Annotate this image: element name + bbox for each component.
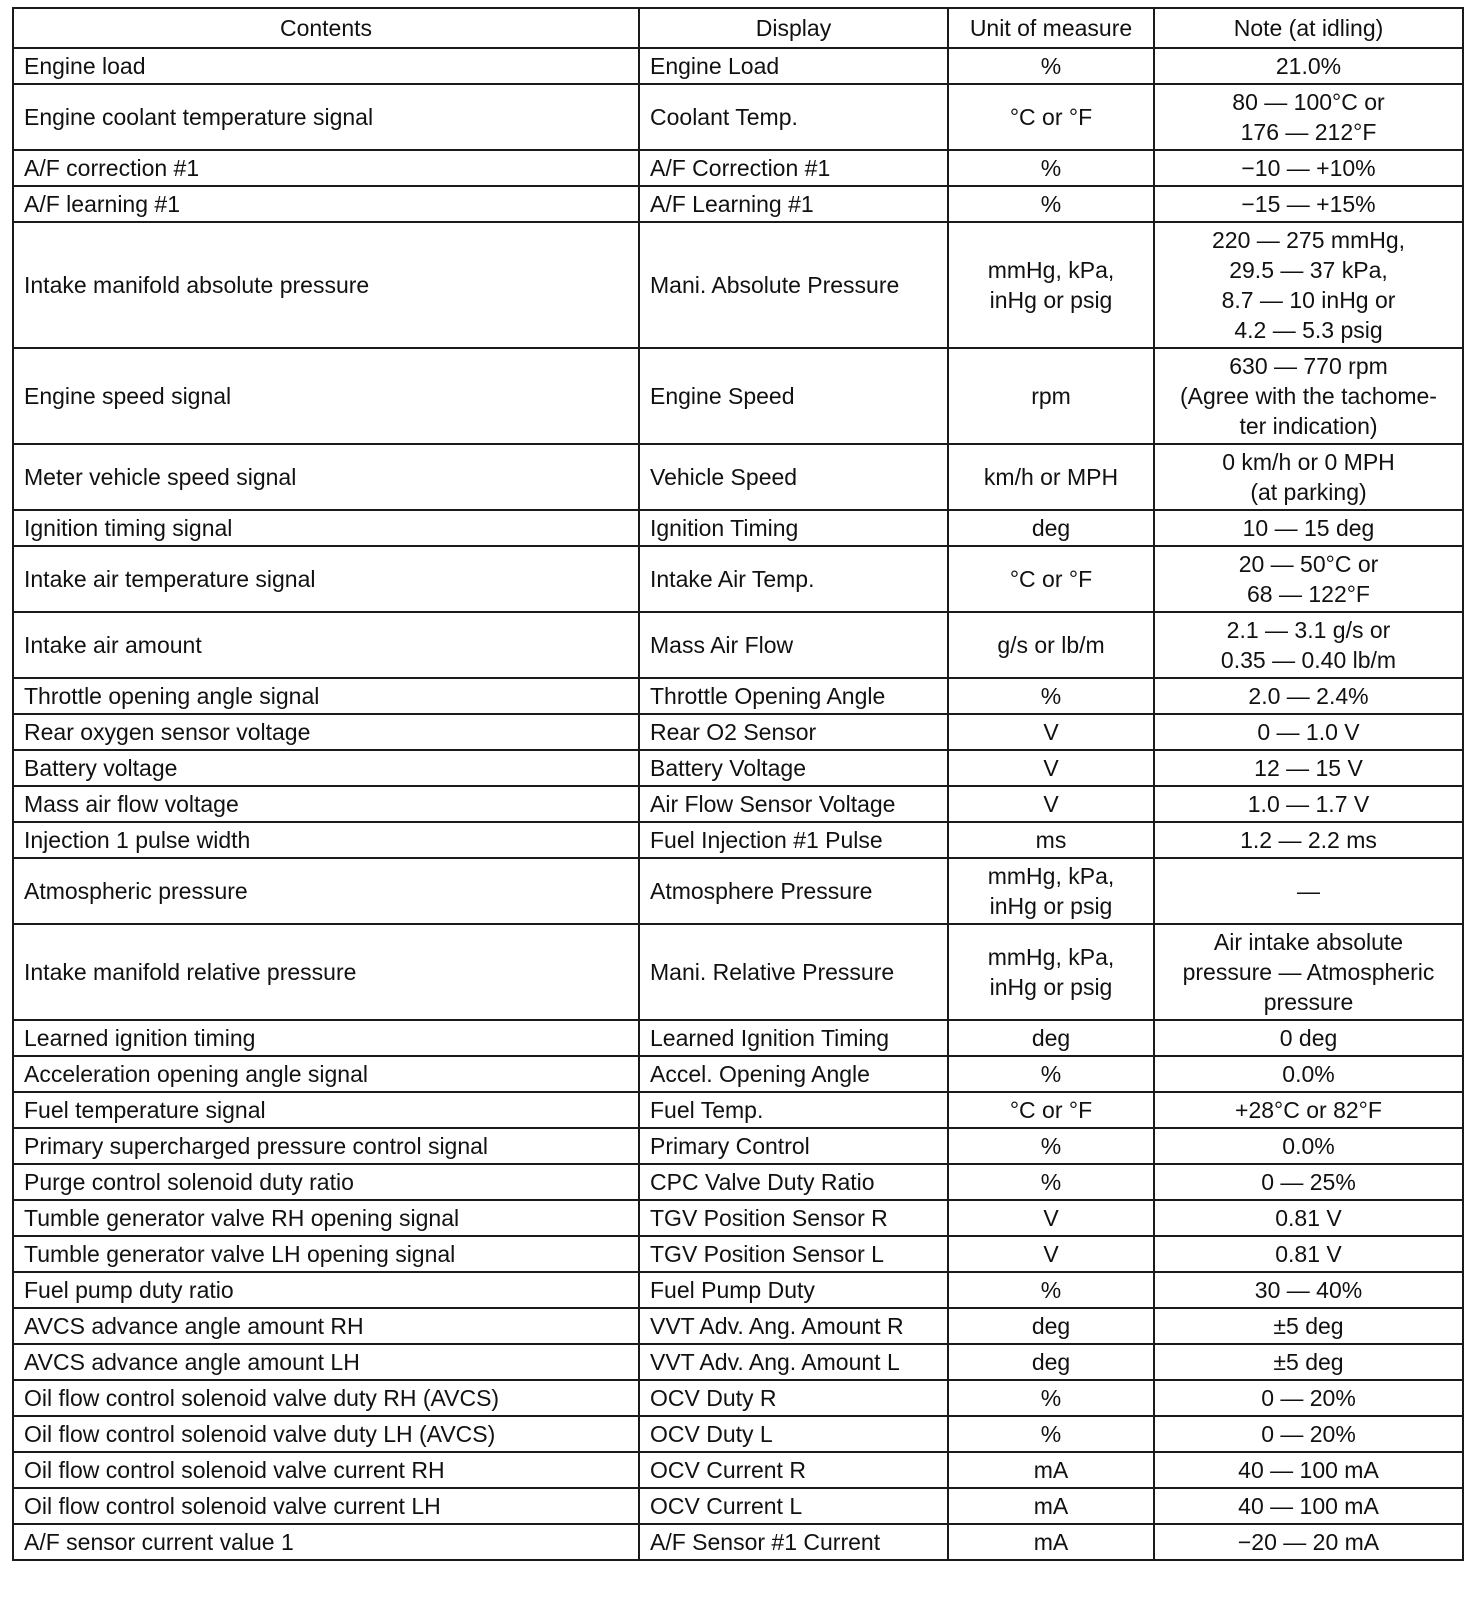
table-body bbox=[13, 48, 1463, 1560]
cell-display: Primary Control bbox=[639, 1128, 948, 1164]
cell-note: 2.1 — 3.1 g/s or 0.35 — 0.40 lb/m bbox=[1154, 612, 1463, 678]
header-contents: Contents bbox=[13, 8, 639, 48]
cell-contents: Engine speed signal bbox=[13, 348, 639, 444]
cell-display: Mani. Relative Pressure bbox=[639, 924, 948, 1020]
cell-display: Atmosphere Pressure bbox=[639, 858, 948, 924]
cell-display: Engine Speed bbox=[639, 348, 948, 444]
cell-display: A/F Learning #1 bbox=[639, 186, 948, 222]
table-row bbox=[13, 1128, 1463, 1164]
monitor-data-table bbox=[12, 7, 1464, 1561]
cell-note: 30 — 40% bbox=[1154, 1272, 1463, 1308]
cell-unit: mA bbox=[948, 1488, 1154, 1524]
cell-unit: deg bbox=[948, 1344, 1154, 1380]
header-note: Note (at idling) bbox=[1154, 8, 1463, 48]
cell-contents: Atmospheric pressure bbox=[13, 858, 639, 924]
table-row bbox=[13, 1488, 1463, 1524]
cell-display: OCV Duty L bbox=[639, 1416, 948, 1452]
cell-display: Mass Air Flow bbox=[639, 612, 948, 678]
table-row bbox=[13, 1416, 1463, 1452]
cell-note: 12 — 15 V bbox=[1154, 750, 1463, 786]
cell-unit: g/s or lb/m bbox=[948, 612, 1154, 678]
cell-contents: Meter vehicle speed signal bbox=[13, 444, 639, 510]
table-row bbox=[13, 84, 1463, 150]
cell-contents: Learned ignition timing bbox=[13, 1020, 639, 1056]
cell-unit: V bbox=[948, 1200, 1154, 1236]
cell-note: 0 — 20% bbox=[1154, 1416, 1463, 1452]
cell-unit: % bbox=[948, 1416, 1154, 1452]
cell-note: 0 — 20% bbox=[1154, 1380, 1463, 1416]
cell-unit: °C or °F bbox=[948, 546, 1154, 612]
cell-note: 630 — 770 rpm (Agree with the tachome- ter indication) bbox=[1154, 348, 1463, 444]
table-row bbox=[13, 1308, 1463, 1344]
table-row bbox=[13, 186, 1463, 222]
cell-note: 21.0% bbox=[1154, 48, 1463, 84]
cell-display: Vehicle Speed bbox=[639, 444, 948, 510]
cell-display: OCV Current R bbox=[639, 1452, 948, 1488]
table-row bbox=[13, 786, 1463, 822]
cell-display: A/F Sensor #1 Current bbox=[639, 1524, 948, 1560]
cell-note: 0.0% bbox=[1154, 1056, 1463, 1092]
table-row bbox=[13, 348, 1463, 444]
table-row bbox=[13, 1056, 1463, 1092]
cell-contents: Fuel temperature signal bbox=[13, 1092, 639, 1128]
cell-contents: Ignition timing signal bbox=[13, 510, 639, 546]
cell-note: 40 — 100 mA bbox=[1154, 1488, 1463, 1524]
table-row bbox=[13, 1236, 1463, 1272]
cell-contents: Battery voltage bbox=[13, 750, 639, 786]
cell-display: Accel. Opening Angle bbox=[639, 1056, 948, 1092]
cell-contents: AVCS advance angle amount RH bbox=[13, 1308, 639, 1344]
cell-contents: Throttle opening angle signal bbox=[13, 678, 639, 714]
cell-note: — bbox=[1154, 858, 1463, 924]
cell-unit: V bbox=[948, 750, 1154, 786]
cell-contents: Rear oxygen sensor voltage bbox=[13, 714, 639, 750]
cell-unit: deg bbox=[948, 1020, 1154, 1056]
header-display: Display bbox=[639, 8, 948, 48]
cell-unit: V bbox=[948, 714, 1154, 750]
table-row bbox=[13, 1020, 1463, 1056]
cell-unit: deg bbox=[948, 510, 1154, 546]
cell-note: −20 — 20 mA bbox=[1154, 1524, 1463, 1560]
cell-note: 0 — 1.0 V bbox=[1154, 714, 1463, 750]
table-row bbox=[13, 750, 1463, 786]
cell-unit: % bbox=[948, 150, 1154, 186]
cell-unit: mA bbox=[948, 1524, 1154, 1560]
cell-unit: mmHg, kPa, inHg or psig bbox=[948, 858, 1154, 924]
cell-unit: deg bbox=[948, 1308, 1154, 1344]
cell-display: VVT Adv. Ang. Amount R bbox=[639, 1308, 948, 1344]
table-row bbox=[13, 924, 1463, 1020]
cell-display: CPC Valve Duty Ratio bbox=[639, 1164, 948, 1200]
header-unit: Unit of measure bbox=[948, 8, 1154, 48]
cell-unit: V bbox=[948, 1236, 1154, 1272]
table-row bbox=[13, 150, 1463, 186]
cell-unit: mmHg, kPa, inHg or psig bbox=[948, 924, 1154, 1020]
cell-display: Fuel Injection #1 Pulse bbox=[639, 822, 948, 858]
cell-display: OCV Current L bbox=[639, 1488, 948, 1524]
table-row bbox=[13, 1524, 1463, 1560]
cell-unit: rpm bbox=[948, 348, 1154, 444]
cell-display: Battery Voltage bbox=[639, 750, 948, 786]
table-row bbox=[13, 546, 1463, 612]
cell-note: 0.81 V bbox=[1154, 1200, 1463, 1236]
cell-contents: Intake air amount bbox=[13, 612, 639, 678]
cell-display: Engine Load bbox=[639, 48, 948, 84]
cell-unit: % bbox=[948, 1056, 1154, 1092]
cell-contents: Fuel pump duty ratio bbox=[13, 1272, 639, 1308]
cell-display: Intake Air Temp. bbox=[639, 546, 948, 612]
cell-note: 0 — 25% bbox=[1154, 1164, 1463, 1200]
cell-unit: % bbox=[948, 186, 1154, 222]
cell-contents: Mass air flow voltage bbox=[13, 786, 639, 822]
cell-contents: Tumble generator valve LH opening signal bbox=[13, 1236, 639, 1272]
table-row bbox=[13, 1092, 1463, 1128]
cell-unit: ms bbox=[948, 822, 1154, 858]
cell-contents: Intake manifold absolute pressure bbox=[13, 222, 639, 348]
cell-display: Rear O2 Sensor bbox=[639, 714, 948, 750]
cell-note: 220 — 275 mmHg, 29.5 — 37 kPa, 8.7 — 10 inHg or 4.2 — 5.3 psig bbox=[1154, 222, 1463, 348]
cell-contents: A/F sensor current value 1 bbox=[13, 1524, 639, 1560]
cell-note: 40 — 100 mA bbox=[1154, 1452, 1463, 1488]
table-row bbox=[13, 48, 1463, 84]
table-row bbox=[13, 714, 1463, 750]
cell-display: TGV Position Sensor R bbox=[639, 1200, 948, 1236]
cell-note: 0 km/h or 0 MPH (at parking) bbox=[1154, 444, 1463, 510]
cell-note: 20 — 50°C or 68 — 122°F bbox=[1154, 546, 1463, 612]
cell-unit: % bbox=[948, 48, 1154, 84]
cell-contents: Oil flow control solenoid valve duty RH (AVCS) bbox=[13, 1380, 639, 1416]
cell-unit: mmHg, kPa, inHg or psig bbox=[948, 222, 1154, 348]
table-row bbox=[13, 510, 1463, 546]
cell-display: Fuel Temp. bbox=[639, 1092, 948, 1128]
cell-note: ±5 deg bbox=[1154, 1344, 1463, 1380]
data-table-container bbox=[12, 7, 1462, 1561]
cell-unit: °C or °F bbox=[948, 1092, 1154, 1128]
cell-contents: Oil flow control solenoid valve current LH bbox=[13, 1488, 639, 1524]
cell-display: Fuel Pump Duty bbox=[639, 1272, 948, 1308]
cell-display: A/F Correction #1 bbox=[639, 150, 948, 186]
cell-note: 0.0% bbox=[1154, 1128, 1463, 1164]
cell-contents: Tumble generator valve RH opening signal bbox=[13, 1200, 639, 1236]
table-row bbox=[13, 1344, 1463, 1380]
cell-display: Throttle Opening Angle bbox=[639, 678, 948, 714]
cell-display: VVT Adv. Ang. Amount L bbox=[639, 1344, 948, 1380]
cell-note: −10 — +10% bbox=[1154, 150, 1463, 186]
cell-contents: A/F correction #1 bbox=[13, 150, 639, 186]
table-row bbox=[13, 1452, 1463, 1488]
cell-note: −15 — +15% bbox=[1154, 186, 1463, 222]
cell-note: +28°C or 82°F bbox=[1154, 1092, 1463, 1128]
cell-display: Air Flow Sensor Voltage bbox=[639, 786, 948, 822]
cell-note: 0.81 V bbox=[1154, 1236, 1463, 1272]
table-row bbox=[13, 822, 1463, 858]
table-row bbox=[13, 1164, 1463, 1200]
cell-contents: Intake air temperature signal bbox=[13, 546, 639, 612]
cell-note: 2.0 — 2.4% bbox=[1154, 678, 1463, 714]
cell-note: 1.2 — 2.2 ms bbox=[1154, 822, 1463, 858]
cell-display: TGV Position Sensor L bbox=[639, 1236, 948, 1272]
cell-note: 80 — 100°C or 176 — 212°F bbox=[1154, 84, 1463, 150]
cell-contents: Injection 1 pulse width bbox=[13, 822, 639, 858]
cell-note: 10 — 15 deg bbox=[1154, 510, 1463, 546]
cell-unit: % bbox=[948, 1272, 1154, 1308]
cell-display: Mani. Absolute Pressure bbox=[639, 222, 948, 348]
cell-note: 0 deg bbox=[1154, 1020, 1463, 1056]
table-header-row bbox=[13, 8, 1463, 48]
cell-contents: A/F learning #1 bbox=[13, 186, 639, 222]
cell-unit: % bbox=[948, 1164, 1154, 1200]
table-row bbox=[13, 612, 1463, 678]
cell-contents: Acceleration opening angle signal bbox=[13, 1056, 639, 1092]
cell-unit: km/h or MPH bbox=[948, 444, 1154, 510]
cell-display: Coolant Temp. bbox=[639, 84, 948, 150]
table-row bbox=[13, 1380, 1463, 1416]
cell-display: Learned Ignition Timing bbox=[639, 1020, 948, 1056]
cell-display: OCV Duty R bbox=[639, 1380, 948, 1416]
cell-unit: mA bbox=[948, 1452, 1154, 1488]
cell-unit: % bbox=[948, 678, 1154, 714]
cell-contents: Purge control solenoid duty ratio bbox=[13, 1164, 639, 1200]
table-row bbox=[13, 1272, 1463, 1308]
cell-note: Air intake absolute pressure — Atmospheric pressure bbox=[1154, 924, 1463, 1020]
cell-contents: Primary supercharged pressure control signal bbox=[13, 1128, 639, 1164]
cell-note: ±5 deg bbox=[1154, 1308, 1463, 1344]
cell-contents: Intake manifold relative pressure bbox=[13, 924, 639, 1020]
cell-contents: Engine load bbox=[13, 48, 639, 84]
table-row bbox=[13, 858, 1463, 924]
cell-unit: °C or °F bbox=[948, 84, 1154, 150]
table-row bbox=[13, 678, 1463, 714]
cell-unit: % bbox=[948, 1128, 1154, 1164]
cell-unit: % bbox=[948, 1380, 1154, 1416]
cell-contents: AVCS advance angle amount LH bbox=[13, 1344, 639, 1380]
table-row bbox=[13, 222, 1463, 348]
table-row bbox=[13, 444, 1463, 510]
cell-display: Ignition Timing bbox=[639, 510, 948, 546]
cell-contents: Oil flow control solenoid valve current RH bbox=[13, 1452, 639, 1488]
cell-note: 1.0 — 1.7 V bbox=[1154, 786, 1463, 822]
cell-contents: Oil flow control solenoid valve duty LH (AVCS) bbox=[13, 1416, 639, 1452]
cell-contents: Engine coolant temperature signal bbox=[13, 84, 639, 150]
table-row bbox=[13, 1200, 1463, 1236]
cell-unit: V bbox=[948, 786, 1154, 822]
